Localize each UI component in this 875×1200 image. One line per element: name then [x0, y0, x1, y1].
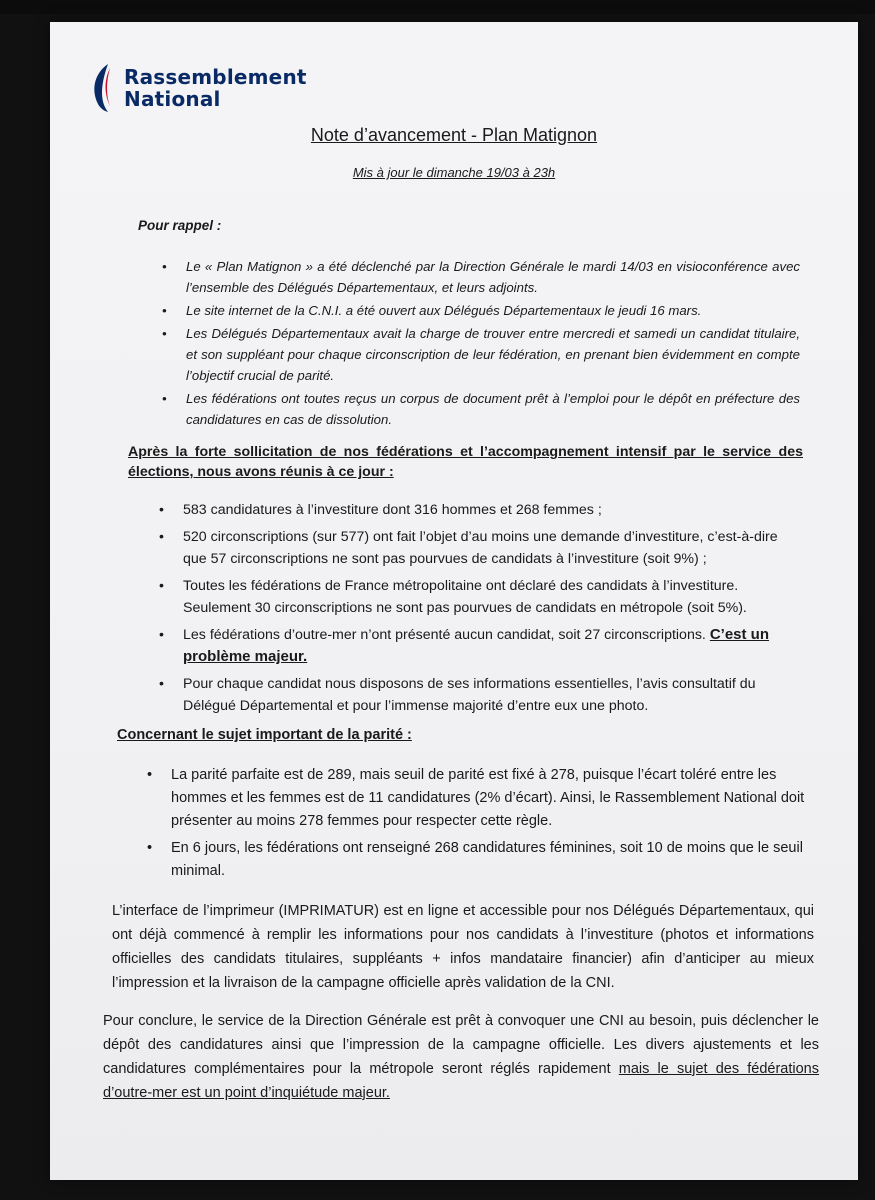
- logo-line-1: Rassemblement: [124, 65, 307, 89]
- bullet-icon: •: [159, 578, 164, 594]
- imprimatur-paragraph: L’interface de l’imprimeur (IMPRIMATUR) est en ligne et accessible pour nos Délégués Départementaux, qui ont déjà commencé à remplir les informations pour nos candidats à l’investiture (photos et informations officielles des candidats titulaires, suppléants + infos mandataire financier) afin d’anticiper au mieux l’impression et la livraison de la campagne officielle après validation de la CNI.: [112, 903, 814, 991]
- list-item: • La parité parfaite est de 289, mais seuil de parité est fixé à 278, puisque l’écart toléré entre les hommes et les femmes est de 11 candidatures (2% d’écart). Ainsi, le Rassemblement National doit présenter au moins 278 femmes pour respecter cette règle.: [171, 764, 816, 833]
- list-item: • Les fédérations ont toutes reçus un corpus de document prêt à l’emploi pour le dépôt en préfecture des candidatures en cas de dissolution.: [186, 388, 800, 430]
- document-page: [50, 22, 858, 1180]
- conclusion-paragraph: Pour conclure, le service de la Direction Générale est prêt à convoquer une CNI au besoin, puis déclencher le dépôt des candidatures ainsi que l’impression de la campagne officielle. Les divers ajustements et les candidatures complémentaires pour la métropole seront réglés rapidement mais le sujet des fédérations d’outre-mer est un point d’inquiétude majeur.: [103, 1013, 819, 1101]
- list-item: • Pour chaque candidat nous disposons de ses informations essentielles, l’avis consultatif du Délégué Départemental et pour l’immense majorité d’entre eux une photo.: [183, 673, 805, 717]
- emphasis-text: C’est un problème majeur.: [183, 626, 770, 665]
- bullet-icon: •: [159, 676, 164, 692]
- list-item: • En 6 jours, les fédérations ont renseigné 268 candidatures féminines, soit 10 de moins que le seuil minimal.: [171, 837, 816, 883]
- list-item: • Le « Plan Matignon » a été déclenché par la Direction Générale le mardi 14/03 en visioconférence avec l’ensemble des Délégués Départementaux, et leurs adjoints.: [186, 256, 800, 298]
- bullet-icon: •: [162, 303, 167, 318]
- results-heading: Après la forte sollicitation de nos fédérations et l’accompagnement intensif par le service des élections, nous avons réunis à ce jour :: [128, 444, 803, 480]
- bullet-icon: •: [159, 502, 164, 518]
- list-item: • 583 candidatures à l’investiture dont 316 hommes et 268 femmes ;: [183, 499, 805, 521]
- flame-icon: [88, 58, 124, 118]
- list-item: • 520 circonscriptions (sur 577) ont fait l’objet d’au moins une demande d’investiture, c’est-à-dire que 57 circonscriptions ne sont pas pourvues de candidats à l’investiture (soit 9%) ;: [183, 526, 805, 570]
- document-subtitle: Mis à jour le dimanche 19/03 à 23h: [352, 165, 556, 180]
- bullet-icon: •: [162, 391, 167, 406]
- rappel-heading: Pour rappel :: [138, 218, 222, 233]
- bullet-icon: •: [159, 529, 164, 545]
- bullet-icon: •: [162, 259, 167, 274]
- list-item: • Les fédérations d’outre-mer n’ont présenté aucun candidat, soit 27 circonscriptions. C’est un problème majeur.: [159, 626, 770, 665]
- results-list: [159, 499, 805, 722]
- bullet-icon: •: [147, 767, 153, 783]
- list-item: • Toutes les fédérations de France métropolitaine ont déclaré des candidats à l’investiture. Seulement 30 circonscriptions ne sont pas pourvues de candidats en métropole (soit 5%).: [183, 575, 805, 619]
- underlined-conclusion: mais le sujet des fédérations d’outre-mer est un point d’inquiétude majeur.: [103, 1061, 819, 1101]
- parite-list: [147, 764, 816, 887]
- list-item: • Le site internet de la C.N.I. a été ouvert aux Délégués Départementaux le jeudi 16 mars.: [186, 300, 800, 321]
- bullet-icon: •: [162, 326, 167, 341]
- logo-line-2: National: [124, 87, 221, 111]
- rappel-list: [162, 256, 800, 432]
- bullet-icon: •: [159, 627, 164, 643]
- bullet-icon: •: [147, 840, 153, 856]
- screen-top-bar: [0, 0, 875, 14]
- parite-heading: Concernant le sujet important de la parité :: [117, 727, 412, 743]
- party-logo: [88, 58, 328, 118]
- document-title: Note d’avancement - Plan Matignon: [310, 125, 598, 145]
- list-item: • Les Délégués Départementaux avait la charge de trouver entre mercredi et samedi un candidat titulaire, et son suppléant pour chaque circonscription de leur fédération, en prenant bien évidemment en compte l’objectif crucial de parité.: [186, 323, 800, 386]
